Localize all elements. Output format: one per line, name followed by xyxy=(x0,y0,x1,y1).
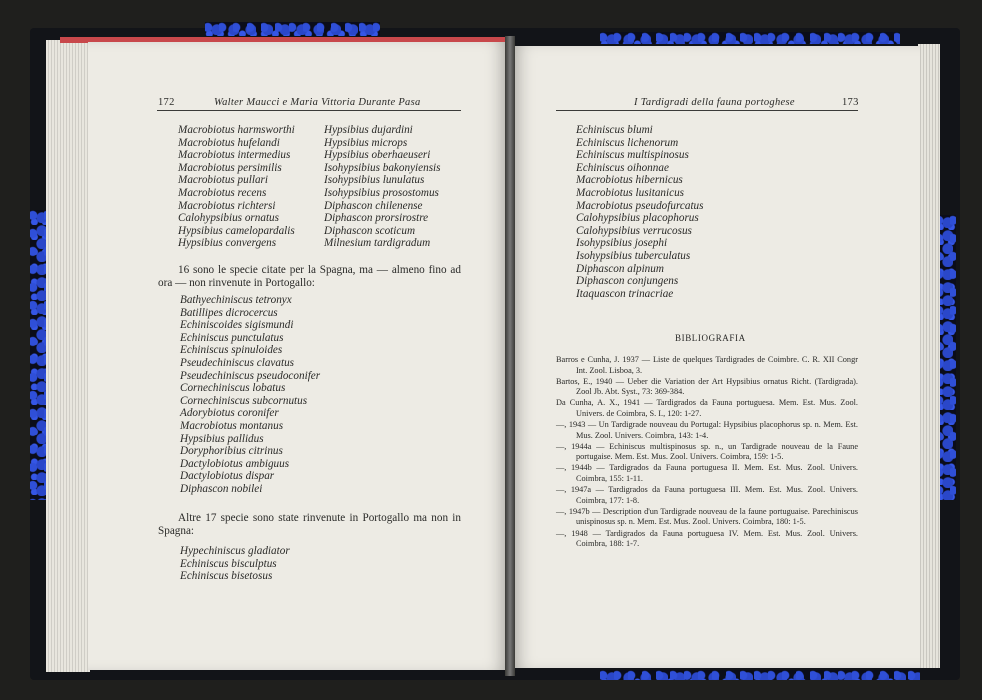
species-item: Isohypsibius tuberculatus xyxy=(576,249,691,262)
species-item: Milnesium tardigradum xyxy=(324,237,431,250)
species-item: Hypsibius microps xyxy=(324,136,408,149)
species-item: Hypsibius dujardini xyxy=(324,124,413,136)
marbled-endpaper-top-right xyxy=(600,32,900,44)
marbled-endpaper-top-left xyxy=(205,22,380,36)
species-item: Isohypsibius josephi xyxy=(576,237,668,250)
right-running-head: I Tardigradi della fauna portoghese xyxy=(634,97,795,108)
species-item: Hypsibius camelopardalis xyxy=(178,224,295,237)
species-item: Calohypsibius placophorus xyxy=(576,212,699,225)
species-item: Hypechiniscus gladiator xyxy=(180,545,290,557)
species-item: Macrobiotus persimilis xyxy=(178,161,282,174)
species-item: Diphascon scoticum xyxy=(324,224,416,237)
species-item: Cornechiniscus subcornutus xyxy=(180,394,308,407)
right-page-number: 173 xyxy=(842,97,859,108)
species-item: Cornechiniscus lobatus xyxy=(180,382,286,395)
right-header-rule xyxy=(556,110,858,111)
bibliography-entry: Da Cunha, A. X., 1941 — Tardigrados da Fauna portuguesa. Mem. Est. Mus. Zool. Univers. de Coimbra, S. I., 120: 1-27. xyxy=(556,398,858,418)
paragraph-portugal: Altre 17 specie sono state rinvenute in Portogallo ma non in Spagna: xyxy=(158,512,461,537)
bibliography-list xyxy=(556,355,858,550)
species-item: Adorybiotus coronifer xyxy=(180,407,279,420)
species-item: Batillipes dicrocercus xyxy=(180,306,278,319)
species-item: Isohypsibius lunulatus xyxy=(324,174,425,187)
bibliography-title: BIBLIOGRAFIA xyxy=(675,333,746,343)
bibliography-entry: —, 1944a — Echiniscus multispinosus sp. n., un Tardigrade nouveau de la Faune portugaise. Mem. Est. Mus. Zool. Univers. Coimbra, 159: 1-5. xyxy=(556,441,858,462)
spain-species-list xyxy=(180,294,320,496)
species-item: Echiniscus multispinosus xyxy=(576,149,689,162)
right-species-list xyxy=(576,124,704,300)
species-item: Diphascon alpinum xyxy=(576,262,664,275)
bibliography-entry: —, 1948 — Tardigrados da Fauna portuguesa IV. Mem. Est. Mus. Zool. Univers. Coimbra, 188: 1-7. xyxy=(556,528,858,549)
species-item: Hypsibius convergens xyxy=(178,237,277,250)
species-item: Pseudechiniscus clavatus xyxy=(180,356,295,369)
species-item: Macrobiotus montanus xyxy=(180,419,284,432)
species-item: Isohypsibius bakonyiensis xyxy=(324,161,441,174)
species-item: Isohypsibius prosostomus xyxy=(324,186,439,199)
species-item: Macrobiotus hibernicus xyxy=(576,174,683,187)
book-gutter xyxy=(505,36,515,676)
species-item: Hypsibius pallidus xyxy=(180,432,264,445)
species-item: Dactylobiotus dispar xyxy=(180,470,275,483)
left-page-number: 172 xyxy=(158,97,175,108)
species-item: Echiniscus oihonnae xyxy=(576,161,669,174)
species-item: Itaquascon trinacriae xyxy=(576,287,674,300)
page-edges-right xyxy=(918,44,940,668)
species-item: Echiniscus lichenorum xyxy=(576,136,679,149)
species-item: Echiniscus blumi xyxy=(576,124,653,136)
species-item: Echiniscus punctulatus xyxy=(180,331,284,344)
bibliography-entry: —, 1947a — Tardigrados da Fauna portuguesa III. Mem. Est. Mus. Zool. Univers. Coimbra, 177: 1-8. xyxy=(556,485,858,505)
species-item: Macrobiotus recens xyxy=(178,186,267,199)
bibliography-entry: —, 1943 — Un Tardigrade nouveau du Portugal: Hypsibius placophorus sp. n. Mem. Est. Mus. Zool. Univers. Coimbra, 143: 1-4. xyxy=(556,420,858,440)
species-item: Calohypsibius verrucosus xyxy=(576,224,692,237)
species-item: Hypsibius oberhaeuseri xyxy=(324,149,431,162)
species-item: Echiniscus spinuloides xyxy=(180,344,283,357)
species-item: Diphascon chilenense xyxy=(324,199,423,212)
species-item: Diphascon prorsirostre xyxy=(324,212,429,225)
species-item: Echiniscus bisculptus xyxy=(180,557,277,570)
left-header-rule xyxy=(157,110,461,111)
bibliography-entry: —, 1944b — Tardigrados da Fauna portuguesa II. Mem. Est. Mus. Zool. Univers. Coimbra, 155: 1-11. xyxy=(556,463,858,484)
paragraph-spain: 16 sono le specie citate per la Spagna, ma — almeno fino ad ora — non rinvenute in Portogallo: xyxy=(158,264,461,289)
species-item: Diphascon conjungens xyxy=(576,275,679,288)
bibliography-entry: Barros e Cunha, J. 1937 — Liste de quelques Tardigrades de Coimbre. C. R. XII Congr Int. Zool. Lisboa, 3. xyxy=(556,355,858,375)
species-item: Doryphoribius citrinus xyxy=(180,445,283,458)
marbled-endpaper-bottom-right xyxy=(600,670,920,680)
page-edges-left xyxy=(46,40,90,672)
species-item: Calohypsibius ornatus xyxy=(178,212,280,225)
species-column-2 xyxy=(324,124,441,250)
species-item: Macrobiotus pullari xyxy=(178,174,269,187)
bibliography-entry: —, 1947b — Description d'un Tardigrade nouveau de la faune portuguaise. Parechiniscus unispinosus sp. n. Mem. Est. Mus. Zool. Univers. Coimbra, 180: 1-5. xyxy=(556,506,858,527)
species-item: Macrobiotus harmsworthi xyxy=(178,124,295,136)
left-running-head: Walter Maucci e Maria Vittoria Durante Pasa xyxy=(214,97,421,108)
species-item: Diphascon nobilei xyxy=(180,482,263,495)
bibliography-entry: Bartos, E., 1940 — Ueber die Variation der Art Hypsibius ornatus Richt. (Tardigrada). Zool Jb. Abt. Syst., 73: 369-384. xyxy=(556,376,858,397)
species-item: Echiniscus bisetosus xyxy=(180,570,273,583)
species-item: Macrobiotus richtersi xyxy=(178,199,276,212)
species-item: Macrobiotus lusitanicus xyxy=(576,186,685,199)
species-item: Pseudechiniscus pseudoconifer xyxy=(180,369,321,382)
species-item: Macrobiotus pseudofurcatus xyxy=(576,199,704,212)
species-item: Bathyechiniscus tetronyx xyxy=(180,294,292,306)
species-column-1 xyxy=(178,124,295,250)
species-item: Macrobiotus intermedius xyxy=(178,149,291,162)
species-item: Echiniscoides sigismundi xyxy=(180,319,294,332)
species-item: Dactylobiotus ambiguus xyxy=(180,457,290,470)
portugal-species-list xyxy=(180,545,290,583)
species-item: Macrobiotus hufelandi xyxy=(178,136,280,149)
